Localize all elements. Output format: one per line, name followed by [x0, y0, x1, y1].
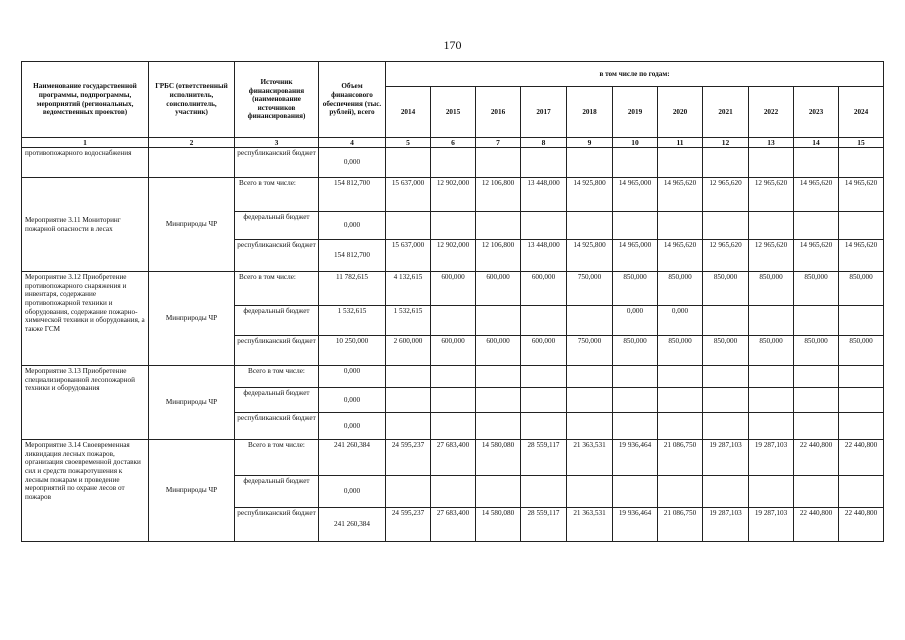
table-row [22, 148, 884, 178]
year-cell: 19 936,464 [613, 508, 658, 542]
year-cell: 14 580,080 [476, 440, 521, 476]
year-cell [703, 148, 749, 178]
year-cell: 12 902,000 [431, 240, 476, 272]
header-year: 2014 [386, 87, 431, 138]
year-cell [658, 413, 703, 440]
header-name: Наименование государственной программы, подпрограммы, мероприятий (региональных, ведомственных проектов) [22, 62, 149, 138]
year-cell: 13 448,000 [521, 240, 567, 272]
year-cell: 600,000 [476, 336, 521, 366]
year-cell: 19 287,103 [703, 508, 749, 542]
activity-name: Мероприятие 3.13 Приобретение специализированной лесопожарной техники и оборудования [22, 366, 149, 440]
year-cell: 14 965,620 [839, 178, 884, 212]
column-number: 8 [521, 138, 567, 148]
grbs-cell: Минприроды ЧР [149, 366, 235, 440]
column-number: 13 [749, 138, 794, 148]
year-cell: 14 965,620 [794, 240, 839, 272]
header-year: 2018 [567, 87, 613, 138]
year-cell: 19 936,464 [613, 440, 658, 476]
year-cell: 850,000 [703, 272, 749, 306]
year-cell [613, 366, 658, 388]
column-number: 3 [235, 138, 319, 148]
total-cell: 154 812,700 [319, 240, 386, 272]
year-cell [386, 366, 431, 388]
source-cell: федеральный бюджет [235, 476, 319, 508]
year-cell [658, 476, 703, 508]
year-cell [613, 212, 658, 240]
year-cell [476, 212, 521, 240]
header-grbs: ГРБС (ответственный исполнитель, соисполнитель, участник) [149, 62, 235, 138]
year-cell [749, 388, 794, 413]
year-cell: 12 965,620 [749, 178, 794, 212]
year-cell: 12 965,620 [749, 240, 794, 272]
column-number: 6 [431, 138, 476, 148]
year-cell [839, 366, 884, 388]
year-cell [703, 388, 749, 413]
year-cell: 24 595,237 [386, 440, 431, 476]
activity-name: противопожарного водоснабжения [22, 148, 149, 178]
column-number-row [22, 138, 884, 148]
total-cell: 241 260,384 [319, 440, 386, 476]
page-number: 170 [443, 38, 462, 52]
year-cell [567, 306, 613, 336]
column-number: 14 [794, 138, 839, 148]
year-cell: 14 580,080 [476, 508, 521, 542]
year-cell: 850,000 [658, 272, 703, 306]
year-cell [431, 366, 476, 388]
year-cell [794, 366, 839, 388]
year-cell [476, 306, 521, 336]
year-cell [567, 212, 613, 240]
total-cell: 11 782,615 [319, 272, 386, 306]
year-cell: 24 595,237 [386, 508, 431, 542]
year-cell: 600,000 [431, 336, 476, 366]
column-number: 2 [149, 138, 235, 148]
year-cell [521, 366, 567, 388]
year-cell [794, 388, 839, 413]
year-cell [794, 413, 839, 440]
year-cell: 28 559,117 [521, 440, 567, 476]
year-cell [839, 148, 884, 178]
year-cell: 0,000 [613, 306, 658, 336]
column-number: 15 [839, 138, 884, 148]
year-cell: 850,000 [658, 336, 703, 366]
year-cell: 600,000 [476, 272, 521, 306]
year-cell [431, 306, 476, 336]
year-cell: 14 965,000 [613, 178, 658, 212]
year-cell: 850,000 [703, 336, 749, 366]
year-cell [749, 476, 794, 508]
table-row [22, 366, 884, 388]
year-cell [839, 476, 884, 508]
year-cell: 850,000 [839, 336, 884, 366]
year-cell: 12 106,800 [476, 178, 521, 212]
year-cell [386, 212, 431, 240]
year-cell: 0,000 [658, 306, 703, 336]
total-cell: 0,000 [319, 366, 386, 388]
total-cell: 0,000 [319, 212, 386, 240]
year-cell [431, 476, 476, 508]
grbs-cell: Минприроды ЧР [149, 178, 235, 272]
year-cell [749, 306, 794, 336]
header-year: 2022 [749, 87, 794, 138]
year-cell: 14 925,800 [567, 240, 613, 272]
header-total: Объем финансового обеспечения (тыс. рублей), всего [319, 62, 386, 138]
year-cell [521, 413, 567, 440]
column-number: 12 [703, 138, 749, 148]
year-cell [794, 306, 839, 336]
column-number: 1 [22, 138, 149, 148]
year-cell [431, 148, 476, 178]
year-cell [703, 476, 749, 508]
year-cell: 27 683,400 [431, 508, 476, 542]
grbs-cell [149, 148, 235, 178]
source-cell: федеральный бюджет [235, 388, 319, 413]
year-cell [794, 148, 839, 178]
total-cell: 10 250,000 [319, 336, 386, 366]
year-cell [839, 413, 884, 440]
year-cell [521, 306, 567, 336]
year-cell: 27 683,400 [431, 440, 476, 476]
total-cell: 0,000 [319, 476, 386, 508]
year-cell [386, 476, 431, 508]
year-cell [613, 476, 658, 508]
activity-name: Мероприятие 3.12 Приобретение противопожарного снаряжения и инвентаря, содержание противопожарной техники и оборудования, содержание пожарно-химической техники и оборудования, а также ГСМ [22, 272, 149, 366]
source-cell: Всего в том числе: [235, 178, 319, 212]
year-cell [749, 148, 794, 178]
header-year: 2019 [613, 87, 658, 138]
year-cell [476, 366, 521, 388]
grbs-cell: Минприроды ЧР [149, 440, 235, 542]
year-cell [703, 366, 749, 388]
year-cell [431, 212, 476, 240]
total-cell: 1 532,615 [319, 306, 386, 336]
year-cell: 600,000 [431, 272, 476, 306]
source-cell: федеральный бюджет [235, 306, 319, 336]
year-cell [521, 212, 567, 240]
header-year: 2023 [794, 87, 839, 138]
year-cell: 22 440,800 [839, 508, 884, 542]
year-cell [658, 388, 703, 413]
year-cell: 12 902,000 [431, 178, 476, 212]
year-cell [476, 148, 521, 178]
year-cell [658, 212, 703, 240]
total-cell: 0,000 [319, 148, 386, 178]
activity-name: Мероприятие 3.11 Мониторинг пожарной опасности в лесах [22, 178, 149, 272]
year-cell: 22 440,800 [839, 440, 884, 476]
year-cell [476, 476, 521, 508]
source-cell: федеральный бюджет [235, 212, 319, 240]
column-number: 4 [319, 138, 386, 148]
year-cell: 19 287,103 [749, 508, 794, 542]
year-cell: 21 086,750 [658, 508, 703, 542]
header-year: 2020 [658, 87, 703, 138]
year-cell: 1 532,615 [386, 306, 431, 336]
year-cell: 21 086,750 [658, 440, 703, 476]
year-cell: 14 925,800 [567, 178, 613, 212]
year-cell [703, 306, 749, 336]
year-cell: 850,000 [749, 272, 794, 306]
year-cell: 12 965,620 [703, 240, 749, 272]
year-cell: 22 440,800 [794, 440, 839, 476]
year-cell: 2 600,000 [386, 336, 431, 366]
source-cell: республиканский бюджет [235, 148, 319, 178]
source-cell: республиканский бюджет [235, 413, 319, 440]
table-row [22, 440, 884, 476]
year-cell [567, 148, 613, 178]
year-cell [521, 148, 567, 178]
header-year: 2015 [431, 87, 476, 138]
column-number: 10 [613, 138, 658, 148]
year-cell [613, 148, 658, 178]
year-cell: 22 440,800 [794, 508, 839, 542]
year-cell: 13 448,000 [521, 178, 567, 212]
year-cell [794, 212, 839, 240]
year-cell [431, 413, 476, 440]
year-cell: 19 287,103 [703, 440, 749, 476]
year-cell: 14 965,620 [658, 178, 703, 212]
total-cell: 0,000 [319, 413, 386, 440]
year-cell: 12 965,620 [703, 178, 749, 212]
year-cell [386, 413, 431, 440]
financing-table [21, 61, 884, 542]
year-cell [521, 388, 567, 413]
year-cell [521, 476, 567, 508]
year-cell [567, 413, 613, 440]
total-cell: 241 260,384 [319, 508, 386, 542]
table-row [22, 272, 884, 306]
header-year: 2016 [476, 87, 521, 138]
year-cell [567, 476, 613, 508]
year-cell: 14 965,620 [794, 178, 839, 212]
column-number: 9 [567, 138, 613, 148]
year-cell: 19 287,103 [749, 440, 794, 476]
year-cell [794, 476, 839, 508]
year-cell: 21 363,531 [567, 508, 613, 542]
year-cell [839, 306, 884, 336]
year-cell: 850,000 [839, 272, 884, 306]
column-number: 11 [658, 138, 703, 148]
year-cell: 850,000 [613, 336, 658, 366]
year-cell [567, 366, 613, 388]
year-cell [386, 148, 431, 178]
year-cell: 14 965,000 [613, 240, 658, 272]
source-cell: Всего в том числе: [235, 272, 319, 306]
year-cell: 15 637,000 [386, 240, 431, 272]
source-cell: Всего в том числе: [235, 366, 319, 388]
year-cell: 850,000 [749, 336, 794, 366]
year-cell [749, 413, 794, 440]
table-row [22, 178, 884, 212]
year-cell [476, 388, 521, 413]
source-cell: Всего в том числе: [235, 440, 319, 476]
year-cell [839, 212, 884, 240]
year-cell: 850,000 [794, 272, 839, 306]
year-cell: 15 637,000 [386, 178, 431, 212]
source-cell: республиканский бюджет [235, 336, 319, 366]
header-years-caption: в том числе по годам: [386, 62, 884, 87]
year-cell [749, 366, 794, 388]
year-cell [658, 366, 703, 388]
year-cell [431, 388, 476, 413]
year-cell: 750,000 [567, 336, 613, 366]
header-year: 2017 [521, 87, 567, 138]
grbs-cell: Минприроды ЧР [149, 272, 235, 366]
year-cell: 21 363,531 [567, 440, 613, 476]
total-cell: 0,000 [319, 388, 386, 413]
column-number: 7 [476, 138, 521, 148]
year-cell [613, 413, 658, 440]
header-source: Источник финансирования (наименование источников финансирования) [235, 62, 319, 138]
activity-name: Мероприятие 3.14 Своевременная ликвидация лесных пожаров, организация своевременной доставки сил и средств пожаротушения к лесным пожарам и проведение мероприятий по охране лесов от пожаров [22, 440, 149, 542]
year-cell: 12 106,800 [476, 240, 521, 272]
year-cell: 850,000 [794, 336, 839, 366]
year-cell [567, 388, 613, 413]
total-cell: 154 812,700 [319, 178, 386, 212]
column-number: 5 [386, 138, 431, 148]
year-cell [839, 388, 884, 413]
year-cell [476, 413, 521, 440]
year-cell: 14 965,620 [839, 240, 884, 272]
year-cell: 28 559,117 [521, 508, 567, 542]
source-cell: республиканский бюджет [235, 240, 319, 272]
year-cell: 14 965,620 [658, 240, 703, 272]
year-cell [749, 212, 794, 240]
year-cell [613, 388, 658, 413]
header-year: 2021 [703, 87, 749, 138]
source-cell: республиканский бюджет [235, 508, 319, 542]
year-cell [703, 212, 749, 240]
year-cell: 850,000 [613, 272, 658, 306]
year-cell [658, 148, 703, 178]
year-cell [386, 388, 431, 413]
year-cell: 750,000 [567, 272, 613, 306]
year-cell: 600,000 [521, 272, 567, 306]
year-cell: 4 132,615 [386, 272, 431, 306]
header-year: 2024 [839, 87, 884, 138]
year-cell: 600,000 [521, 336, 567, 366]
year-cell [703, 413, 749, 440]
